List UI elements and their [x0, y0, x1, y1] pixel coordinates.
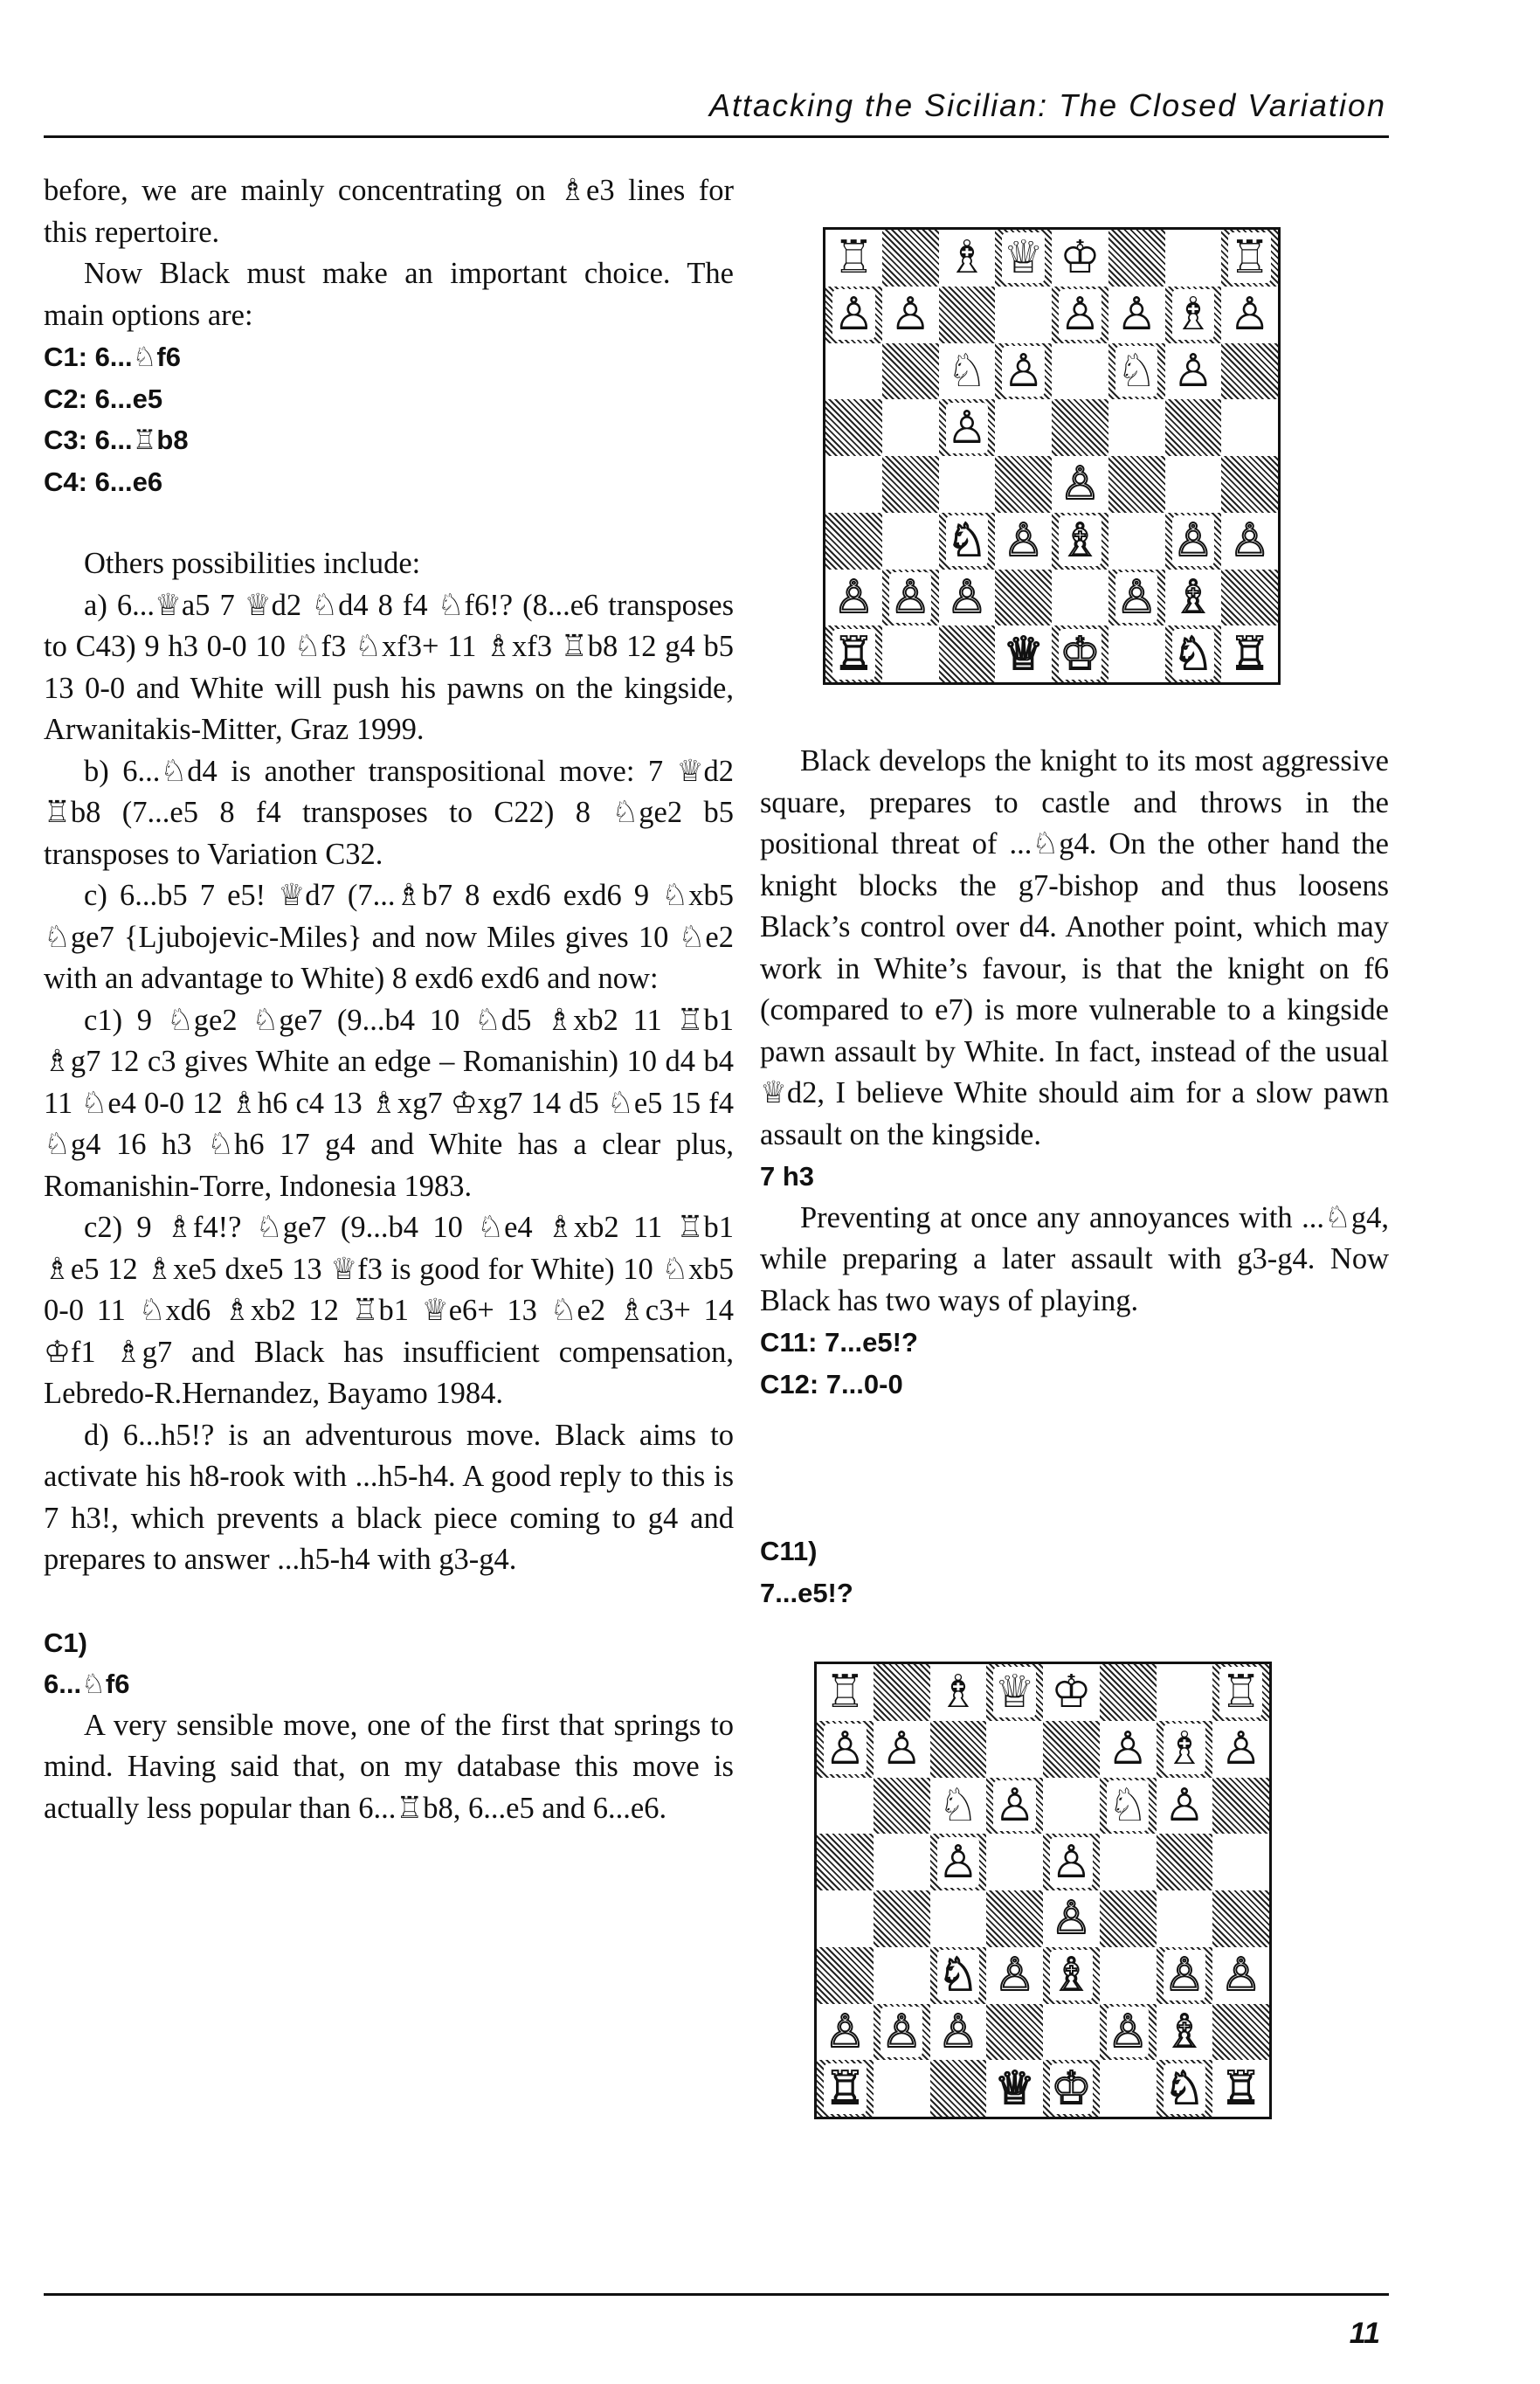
board-square	[1100, 2004, 1157, 2061]
board-square	[1165, 456, 1222, 513]
white-pawn-icon: ♙	[1060, 458, 1101, 511]
board-square	[1043, 1947, 1100, 2004]
board-square	[986, 2060, 1043, 2117]
white-pawn-icon: ♙	[833, 570, 874, 624]
board-square	[1108, 230, 1165, 287]
black-bishop-icon: ♗	[1164, 1723, 1205, 1776]
white-rook-icon: ♖	[1220, 2062, 1261, 2115]
variation-heading: C2: 6...e5	[44, 383, 163, 414]
paragraph: a) 6...♕a5 7 ♕d2 ♘d4 8 f4 ♘f6!? (8...e6 transposes to C43) 9 h3 0-0 10 ♘f3 ♘xf3+ 11 ♗xf3 ♖b8 12 g4 b5 13 0-0 and White will push his pawns on the kingside, Arwanitakis-Mitter, Graz 1999.	[44, 588, 734, 746]
white-pawn-icon: ♙	[937, 2005, 979, 2058]
board-square	[1221, 399, 1278, 456]
paragraph: d) 6...h5!? is an adventurous move. Black aims to activate his h8-rook with ...h5-h4. A good reply to this is 7 h3!, which prevents a black piece coming to g4 and prepares to answer ...h5-h4 with g3-g4.	[44, 1418, 734, 1576]
white-queen-icon: ♕	[994, 2062, 1035, 2115]
board-square	[1221, 570, 1278, 626]
board-square	[817, 1721, 874, 1778]
paragraph: A very sensible move, one of the first that springs to mind. Having said that, on my database this move is actually less popular than 6...♖b8, 6...e5 and 6...e6.	[44, 1708, 734, 1825]
board-square	[1100, 1664, 1157, 1721]
board-square	[882, 570, 939, 626]
board-square	[930, 2060, 987, 2117]
board-square	[1221, 625, 1278, 682]
board-square	[1108, 287, 1165, 343]
board-square	[939, 625, 996, 682]
board-square	[1100, 1778, 1157, 1835]
board-square	[939, 513, 996, 570]
paragraph: c2) 9 ♗f4!? ♘ge7 (9...b4 10 ♘e4 ♗xb2 11 ♖b1 ♗e5 12 ♗xe5 dxe5 13 ♕f3 is good for White) 10 ♘xb5 0-0 11 ♘xd6 ♗xb2 12 ♖b1 ♕e6+ 13 ♘e2 ♗c3+ 14 ♔f1 ♗g7 and Black has insufficient compensation, Lebredo-R.Hernandez, Bayamo 1984.	[44, 1211, 734, 1410]
board-square	[1165, 399, 1222, 456]
board-square	[1052, 287, 1108, 343]
board-square	[1212, 1947, 1269, 2004]
black-knight-icon: ♘	[1115, 344, 1157, 397]
board-square	[986, 1721, 1043, 1778]
board-square	[986, 1778, 1043, 1835]
black-king-icon: ♔	[1051, 1666, 1092, 1719]
header-rule	[44, 135, 1389, 138]
white-queen-icon: ♕	[1003, 627, 1044, 681]
white-pawn-icon: ♙	[825, 2005, 866, 2058]
board-square	[1157, 2004, 1213, 2061]
board-square	[930, 1890, 987, 1947]
board-square	[817, 2004, 874, 2061]
black-bishop-icon: ♗	[1172, 288, 1214, 342]
black-bishop-icon: ♗	[937, 1666, 979, 1719]
board-square	[825, 456, 882, 513]
board-square	[1100, 2060, 1157, 2117]
paragraph-gap	[44, 1581, 734, 1622]
white-pawn-icon: ♙	[1164, 1949, 1205, 2002]
black-pawn-icon: ♙	[1051, 1835, 1092, 1889]
board-square	[817, 1947, 874, 2004]
white-king-icon: ♔	[1051, 2062, 1092, 2115]
board-square	[995, 230, 1052, 287]
white-knight-icon: ♘	[1164, 2062, 1205, 2115]
board-square	[1043, 1834, 1100, 1890]
board-square	[1052, 456, 1108, 513]
board-square	[1212, 2004, 1269, 2061]
board-square	[1043, 1778, 1100, 1835]
board-square	[1157, 1721, 1213, 1778]
board-square	[1165, 625, 1222, 682]
board-square	[825, 287, 882, 343]
board-square	[1108, 343, 1165, 400]
page-number: 11	[1349, 2317, 1380, 2350]
board-square	[1043, 2004, 1100, 2061]
board-square	[930, 1834, 987, 1890]
board-square	[930, 2004, 987, 2061]
white-pawn-icon: ♙	[1115, 570, 1157, 624]
board-square	[1043, 1890, 1100, 1947]
board-square	[874, 2004, 930, 2061]
paragraph: before, we are mainly concentrating on ♗e3 lines for this repertoire.	[44, 174, 734, 249]
board-square	[1043, 2060, 1100, 2117]
board-square	[1212, 1890, 1269, 1947]
white-pawn-icon: ♙	[1172, 515, 1214, 568]
board-square	[1212, 1778, 1269, 1835]
variation-heading: C11)	[760, 1536, 818, 1566]
board-square	[986, 2004, 1043, 2061]
variation-heading: C12: 7...0-0	[760, 1368, 903, 1399]
white-pawn-icon: ♙	[1051, 1892, 1092, 1945]
board-square	[882, 287, 939, 343]
black-knight-icon: ♘	[946, 344, 988, 397]
board-square	[1165, 230, 1222, 287]
black-rook-icon: ♖	[833, 231, 874, 285]
black-pawn-icon: ♙	[825, 1723, 866, 1776]
white-bishop-icon: ♗	[1164, 2005, 1205, 2058]
board-square	[1165, 287, 1222, 343]
board-square	[939, 230, 996, 287]
board-square	[817, 1778, 874, 1835]
board-square	[882, 513, 939, 570]
board-square	[1108, 570, 1165, 626]
board-square	[1100, 1721, 1157, 1778]
black-knight-icon: ♘	[1107, 1779, 1149, 1832]
board-square	[1212, 1834, 1269, 1890]
board-square	[995, 343, 1052, 400]
board-square	[1212, 2060, 1269, 2117]
board-square	[930, 1664, 987, 1721]
board-square	[817, 2060, 874, 2117]
board-square	[1052, 513, 1108, 570]
board-square	[1100, 1834, 1157, 1890]
board-square	[986, 1947, 1043, 2004]
black-pawn-icon: ♙	[880, 1723, 922, 1776]
board-square	[874, 1947, 930, 2004]
board-square	[1212, 1664, 1269, 1721]
board-square	[995, 399, 1052, 456]
paragraph: Others possibilities include:	[84, 547, 421, 580]
board-square	[995, 625, 1052, 682]
board-square	[825, 570, 882, 626]
board-square	[995, 570, 1052, 626]
white-knight-icon: ♘	[946, 515, 988, 568]
running-header: Attacking the Sicilian: The Closed Variation	[708, 87, 1386, 123]
white-pawn-icon: ♙	[1003, 515, 1044, 568]
variation-heading: C4: 6...e6	[44, 466, 163, 497]
board-square	[1052, 343, 1108, 400]
white-king-icon: ♔	[1060, 627, 1101, 681]
board-square	[882, 625, 939, 682]
board-square	[874, 1890, 930, 1947]
board-square	[874, 1778, 930, 1835]
white-knight-icon: ♘	[937, 1949, 979, 2002]
board-square	[874, 1721, 930, 1778]
paragraph: b) 6...♘d4 is another transpositional move: 7 ♕d2 ♖b8 (7...e5 8 f4 transposes to C22) 8 ♘ge2 b5 transposes to Variation C32.	[44, 754, 734, 871]
board-square	[939, 399, 996, 456]
black-bishop-icon: ♗	[946, 231, 988, 285]
board-square	[825, 625, 882, 682]
board-square	[1100, 1890, 1157, 1947]
paragraph-gap	[44, 502, 734, 543]
board-square	[874, 1664, 930, 1721]
white-pawn-icon: ♙	[1220, 1949, 1261, 2002]
board-square	[939, 570, 996, 626]
board-square	[1108, 513, 1165, 570]
board-square	[1221, 287, 1278, 343]
paragraph: c1) 9 ♘ge2 ♘ge7 (9...b4 10 ♘d5 ♗xb2 11 ♖b1 ♗g7 12 c3 gives White an edge – Romanishin) 10 d4 b4 11 ♘e4 0-0 12 ♗h6 c4 13 ♗xg7 ♔xg7 14 d5 ♘e5 15 f4 ♘g4 16 h3 ♘h6 17 g4 and White has a clear plus, Romanishin-Torre, Indonesia 1983.	[44, 1003, 734, 1203]
board-square	[1100, 1947, 1157, 2004]
board-square	[1157, 1778, 1213, 1835]
white-pawn-icon: ♙	[880, 2005, 922, 2058]
board-square	[874, 2060, 930, 2117]
black-pawn-icon: ♙	[1003, 344, 1044, 397]
variation-heading: 7 h3	[760, 1161, 815, 1192]
board-square	[1157, 1834, 1213, 1890]
black-rook-icon: ♖	[825, 1666, 866, 1719]
black-pawn-icon: ♙	[1172, 344, 1214, 397]
black-pawn-icon: ♙	[946, 401, 988, 454]
variation-heading: C1: 6...♘f6	[44, 342, 181, 372]
variation-heading: 6...♘f6	[44, 1669, 130, 1699]
board-square	[1052, 625, 1108, 682]
white-pawn-icon: ♙	[1107, 2005, 1149, 2058]
board-square	[825, 343, 882, 400]
board-square	[1108, 625, 1165, 682]
board-square	[986, 1834, 1043, 1890]
board-square	[817, 1664, 874, 1721]
board-square	[1157, 2060, 1213, 2117]
black-pawn-icon: ♙	[889, 288, 931, 342]
board-square	[1165, 570, 1222, 626]
board-square	[882, 456, 939, 513]
white-rook-icon: ♖	[833, 627, 874, 681]
board-square	[1157, 1664, 1213, 1721]
board-square	[995, 456, 1052, 513]
black-rook-icon: ♖	[1220, 1666, 1261, 1719]
board-square	[986, 1890, 1043, 1947]
board-square	[1221, 513, 1278, 570]
board-square	[995, 513, 1052, 570]
black-king-icon: ♔	[1060, 231, 1101, 285]
board-square	[995, 287, 1052, 343]
variation-heading: C1)	[44, 1627, 87, 1658]
black-pawn-icon: ♙	[1060, 288, 1101, 342]
white-bishop-icon: ♗	[1060, 515, 1101, 568]
board-square	[939, 456, 996, 513]
variation-heading: 7...e5!?	[760, 1577, 853, 1608]
black-pawn-icon: ♙	[1220, 1723, 1261, 1776]
white-rook-icon: ♖	[1229, 627, 1270, 681]
black-rook-icon: ♖	[1229, 231, 1270, 285]
board-square	[882, 343, 939, 400]
board-square	[1221, 343, 1278, 400]
paragraph: c) 6...b5 7 e5! ♕d7 (7...♗b7 8 exd6 exd6 9 ♘xb5 ♘ge7 {Ljubojevic-Miles} and now Miles gives 10 ♘e2 with an advantage to White) 8 exd6 exd6 and now:	[44, 879, 734, 995]
diagram-after-7-e5	[814, 1662, 1272, 2119]
board-square	[1221, 456, 1278, 513]
board-square	[825, 513, 882, 570]
board-square	[882, 230, 939, 287]
board-square	[1108, 456, 1165, 513]
board-square	[817, 1834, 874, 1890]
white-rook-icon: ♖	[825, 2062, 866, 2115]
paragraph: Preventing at once any annoyances with ...♘g4, while preparing a later assault with g3-g4. Now Black has two ways of playing.	[760, 1200, 1389, 1317]
white-pawn-icon: ♙	[889, 570, 931, 624]
footer-rule	[44, 2293, 1389, 2296]
black-pawn-icon: ♙	[1164, 1779, 1205, 1832]
black-pawn-icon: ♙	[1229, 288, 1270, 342]
paragraph: Black develops the knight to its most aggressive square, prepares to castle and throws in the positional threat of ...♘g4. On the other hand the knight blocks the g7-bishop and thus loosens Black’s control over d4. Another point, which may work in White’s favour, is that the knight on f6 (compared to e7) is more vulnerable to a kingside pawn assault by White. In fact, instead of the usual ♕d2, I believe White should aim for a slow pawn assault on the kingside.	[760, 744, 1389, 1151]
black-pawn-icon: ♙	[994, 1779, 1035, 1832]
board-square	[930, 1947, 987, 2004]
board-square	[1043, 1721, 1100, 1778]
board-square	[939, 287, 996, 343]
diagram-after-7-h3	[823, 227, 1281, 685]
board-square	[874, 1834, 930, 1890]
board-square	[930, 1721, 987, 1778]
board-square	[1108, 399, 1165, 456]
board-square	[1157, 1947, 1213, 2004]
black-pawn-icon: ♙	[1115, 288, 1157, 342]
board-square	[930, 1778, 987, 1835]
white-bishop-icon: ♗	[1051, 1949, 1092, 2002]
white-pawn-icon: ♙	[946, 570, 988, 624]
variation-heading: C11: 7...e5!?	[760, 1327, 918, 1358]
right-column	[760, 741, 1389, 1405]
variation-heading: C3: 6...♖b8	[44, 425, 189, 455]
board-square	[825, 230, 882, 287]
black-pawn-icon: ♙	[833, 288, 874, 342]
board-square	[939, 343, 996, 400]
white-bishop-icon: ♗	[1172, 570, 1214, 624]
board-square	[986, 1664, 1043, 1721]
board-square	[1157, 1890, 1213, 1947]
board-square	[1221, 230, 1278, 287]
black-pawn-icon: ♙	[937, 1835, 979, 1889]
white-knight-icon: ♘	[1172, 627, 1214, 681]
board-square	[1052, 230, 1108, 287]
paragraph: Now Black must make an important choice. The main options are:	[44, 257, 734, 332]
board-square	[825, 399, 882, 456]
board-square	[1165, 343, 1222, 400]
white-pawn-icon: ♙	[994, 1949, 1035, 2002]
white-pawn-icon: ♙	[1229, 515, 1270, 568]
black-queen-icon: ♕	[994, 1666, 1035, 1719]
board-square	[1165, 513, 1222, 570]
right-column-subsection	[760, 1531, 1389, 1614]
board-square	[1052, 570, 1108, 626]
black-queen-icon: ♕	[1003, 231, 1044, 285]
board-square	[1043, 1664, 1100, 1721]
black-knight-icon: ♘	[937, 1779, 979, 1832]
black-pawn-icon: ♙	[1107, 1723, 1149, 1776]
board-square	[882, 399, 939, 456]
board-square	[817, 1890, 874, 1947]
left-column	[44, 170, 734, 1829]
board-square	[1212, 1721, 1269, 1778]
board-square	[1052, 399, 1108, 456]
